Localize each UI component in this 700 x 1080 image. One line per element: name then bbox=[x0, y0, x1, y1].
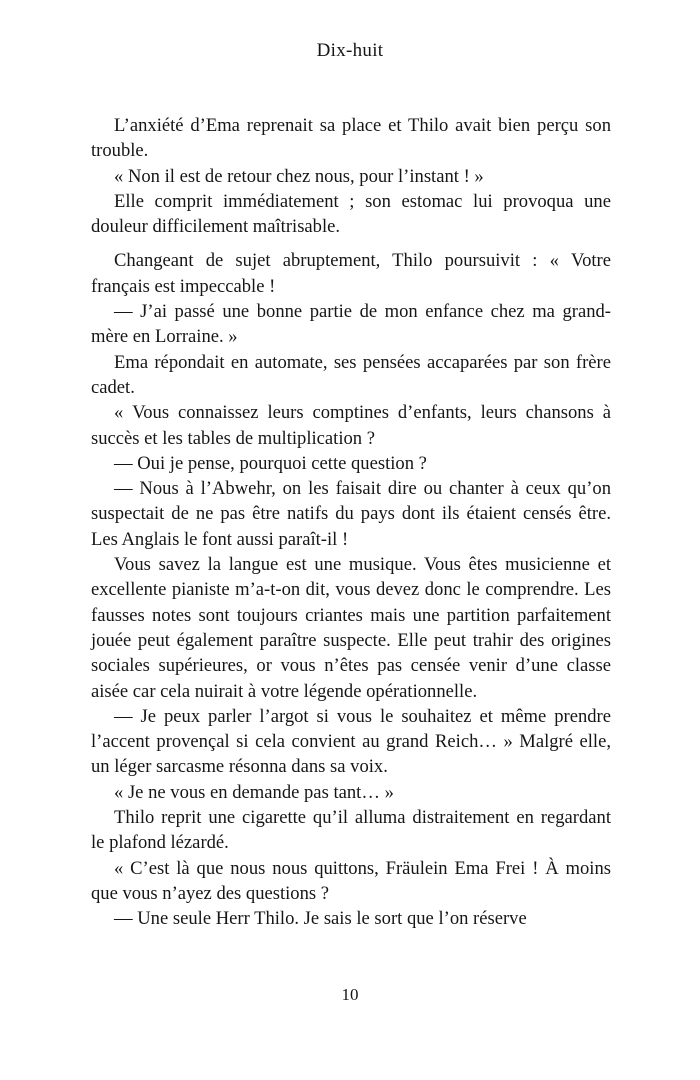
paragraph: — Nous à l’Abwehr, on les faisait dire ou chanter à ceux qu’on suspectait de ne pas être natifs du pays dont ils étaient censés être. Les Anglais le font aussi paraît-il ! bbox=[91, 478, 611, 550]
page-number: 10 bbox=[341, 985, 359, 1004]
paragraph: — Je peux parler l’argot si vous le souhaitez et même prendre l’accent provençal si cela convient au grand Reich… » Malgré elle, un léger sarcasme résonna dans sa voix. bbox=[91, 705, 611, 778]
paragraph: — J’ai passé une bonne partie de mon enfance chez ma grand-mère en Lorraine. » bbox=[91, 301, 611, 348]
paragraph: « Vous connaissez leurs comptines d’enfants, leurs chansons à succès et les tables de multiplication ? bbox=[91, 402, 611, 449]
running-header: Dix-huit bbox=[316, 40, 384, 61]
paragraph: « Non il est de retour chez nous, pour l’instant ! » bbox=[114, 165, 484, 187]
paragraph: L’anxiété d’Ema reprenait sa place et Thilo avait bien perçu son trouble. bbox=[91, 115, 611, 162]
text-block bbox=[91, 113, 611, 932]
paragraph: — Oui je pense, pourquoi cette question ? bbox=[114, 452, 427, 474]
paragraph: « Je ne vous en demande pas tant… » bbox=[114, 781, 394, 803]
paragraph: « C’est là que nous nous quittons, Fräulein Ema Frei ! À moins que vous n’ayez des questions ? bbox=[91, 857, 611, 904]
paragraph: Changeant de sujet abruptement, Thilo poursuivit : « Votre français est impeccable ! bbox=[91, 250, 611, 297]
paragraph: Thilo reprit une cigarette qu’il alluma distraitement en regardant le plafond lézardé. bbox=[91, 807, 611, 854]
paragraph: Elle comprit immédiatement ; son estomac lui provoqua une douleur difficilement maîtrisable. bbox=[91, 190, 611, 238]
paragraph: Ema répondait en automate, ses pensées accaparées par son frère cadet. bbox=[91, 351, 611, 398]
paragraph: — Une seule Herr Thilo. Je sais le sort que l’on réserve bbox=[114, 908, 527, 930]
paragraph: Vous savez la langue est une musique. Vous êtes musicienne et excellente pianiste m’a-t-on dit, vous devez donc le comprendre. Les fausses notes sont toujours criantes mais une partition parfaitement jouée peut également paraître suspecte. Elle peut trahir des origines sociales supérieures, or vous n’êtes pas censée venir d’une classe aisée car cela nuirait à votre légende opérationnelle. bbox=[91, 554, 611, 702]
